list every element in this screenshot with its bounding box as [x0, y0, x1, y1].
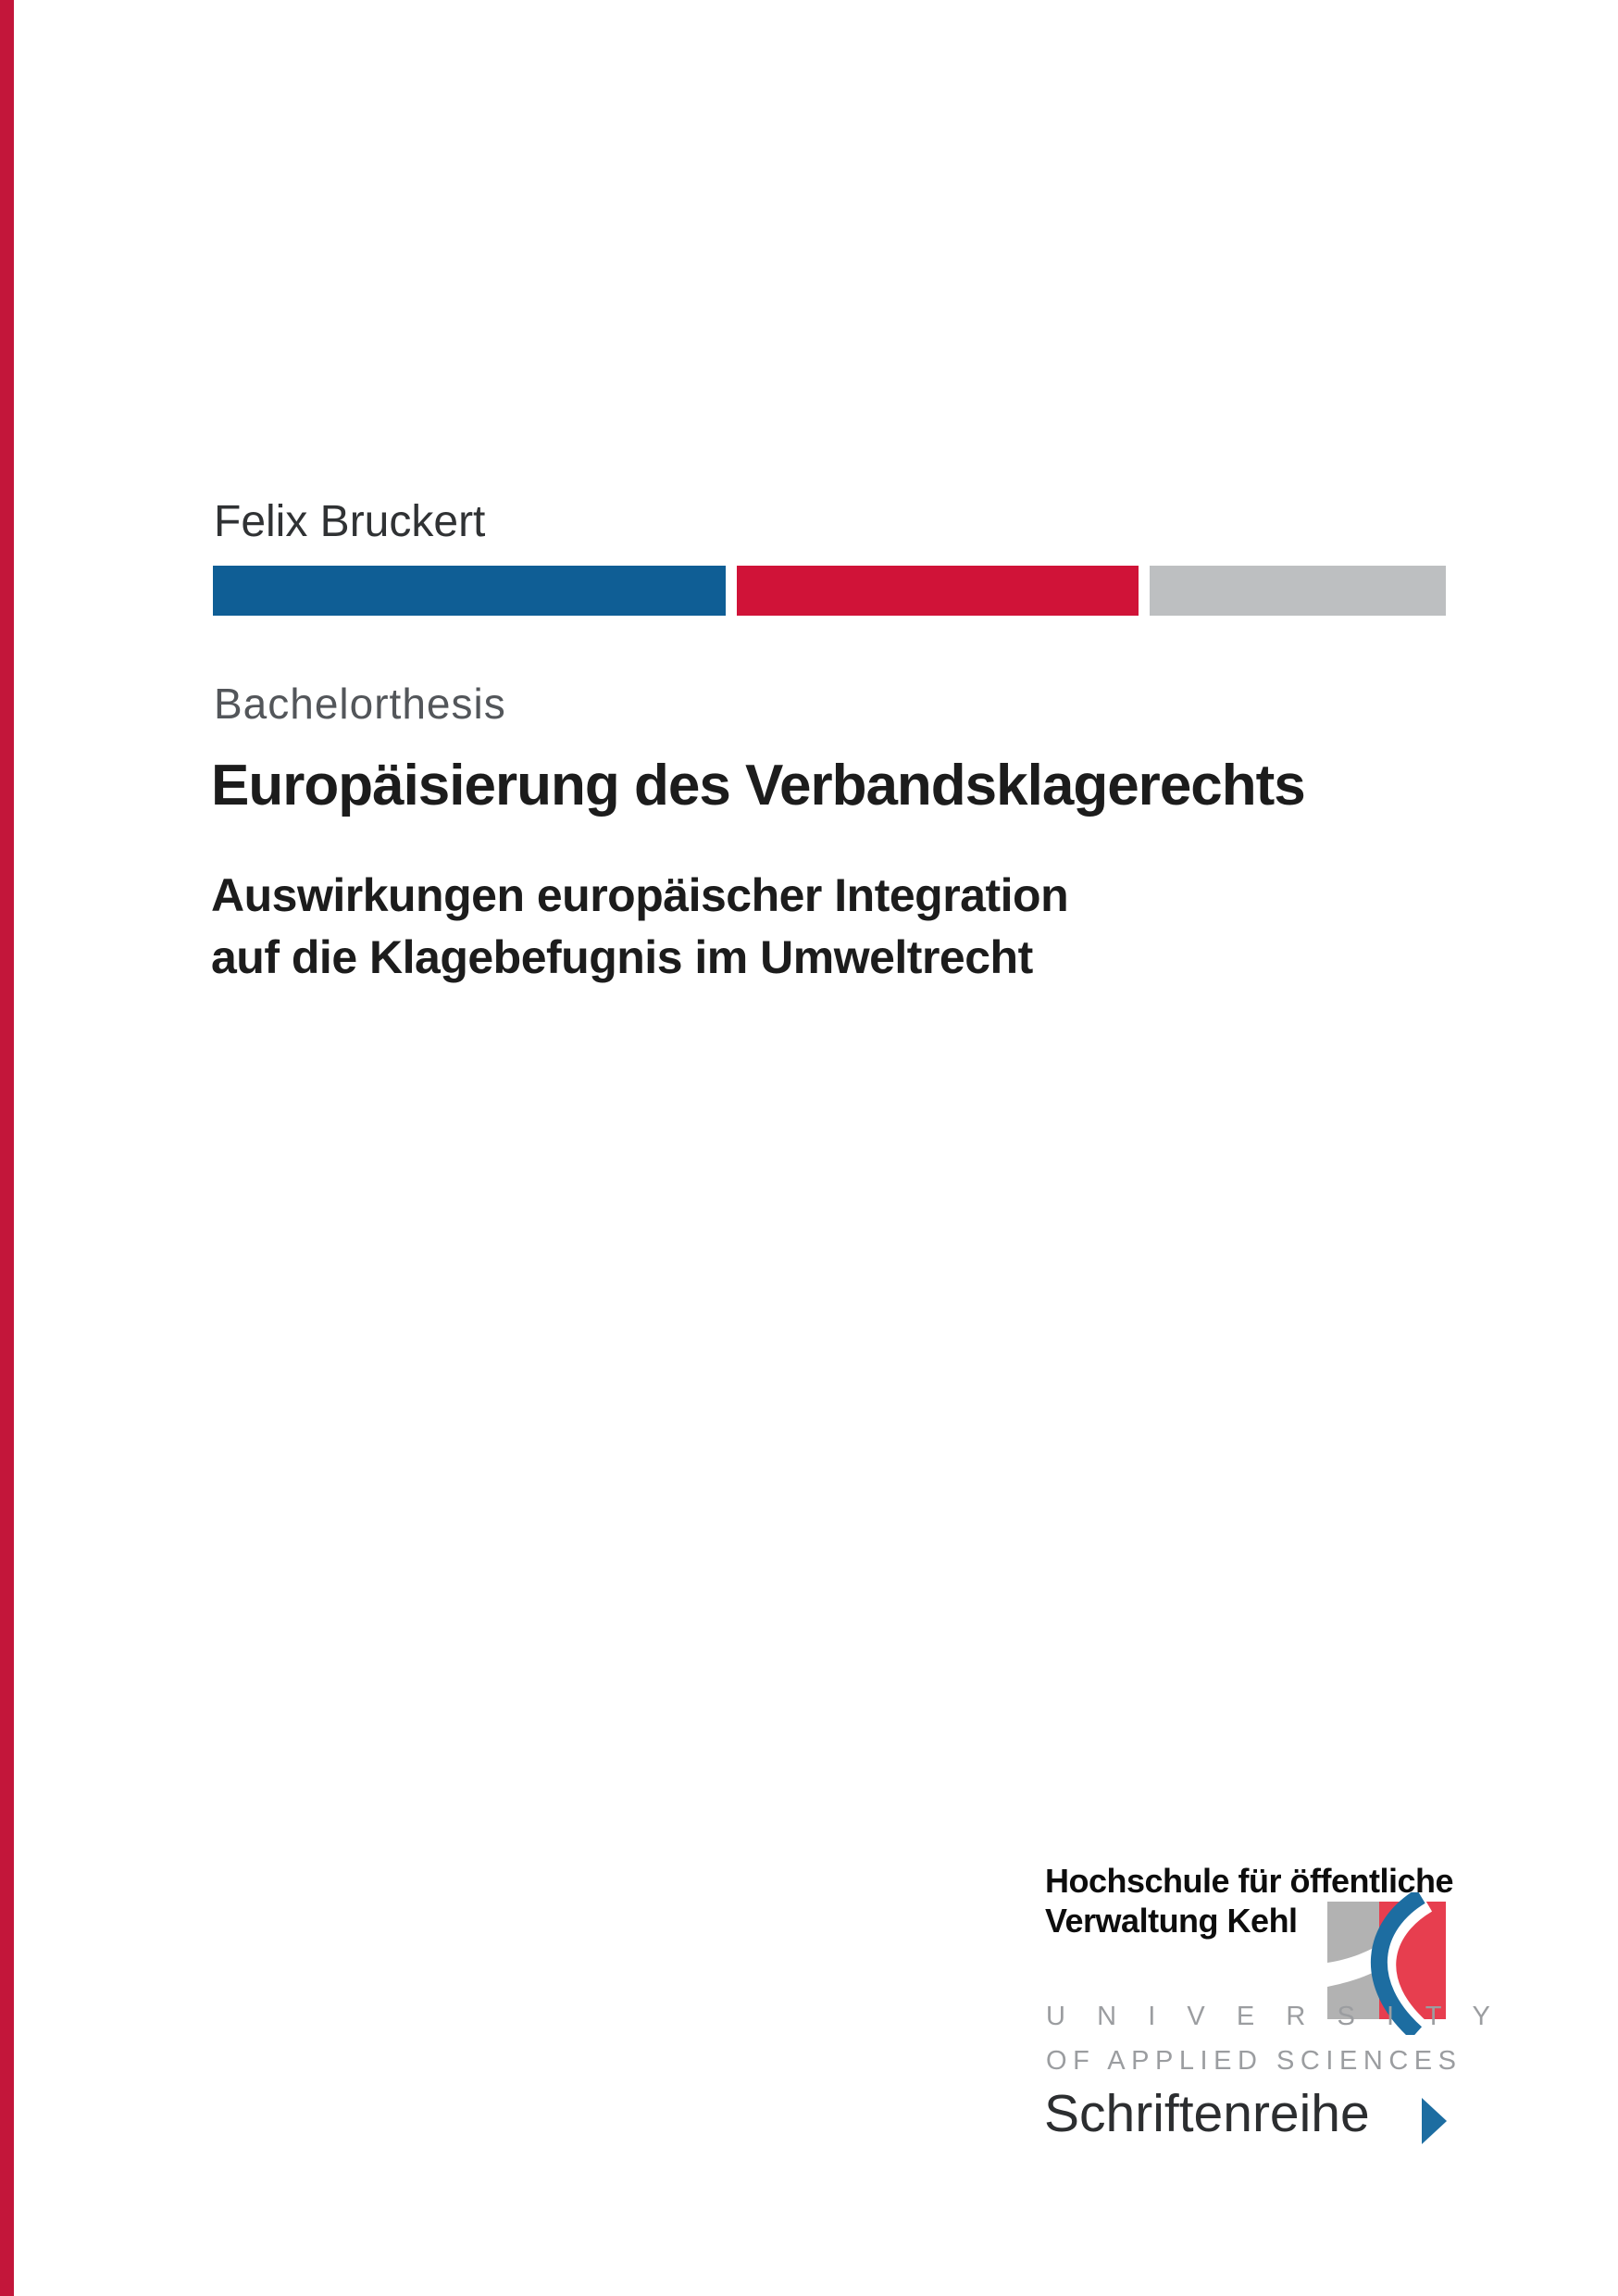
publisher-name-line-1: Hochschule für öffentliche — [1045, 1862, 1454, 1900]
university-tagline-line-2: OF APPLIED SCIENCES — [1046, 2046, 1462, 2076]
bar-segment-gray — [1150, 566, 1446, 616]
subtitle — [211, 865, 1068, 989]
subtitle-line-1: Auswirkungen europäischer Integration — [211, 869, 1069, 921]
bar-segment-blue — [213, 566, 726, 616]
spine-stripe — [0, 0, 14, 2296]
university-tagline-line-1: U N I V E R S I T Y — [1046, 2002, 1502, 2031]
author-name: Felix Bruckert — [214, 497, 486, 546]
main-title: Europäisierung des Verbandsklagerechts — [211, 754, 1305, 817]
subtitle-line-2: auf die Klagebefugnis im Umweltrecht — [211, 931, 1033, 983]
tricolor-divider-bar — [213, 566, 1446, 616]
thesis-kind-label: Bachelorthesis — [214, 680, 506, 728]
bar-gap — [726, 566, 737, 616]
bar-gap — [1139, 566, 1150, 616]
arrow-right-icon — [1422, 2098, 1447, 2144]
series-label: Schriftenreihe — [1044, 2084, 1370, 2143]
publisher-name-line-2: Verwaltung Kehl — [1045, 1902, 1298, 1940]
bar-segment-red — [737, 566, 1139, 616]
